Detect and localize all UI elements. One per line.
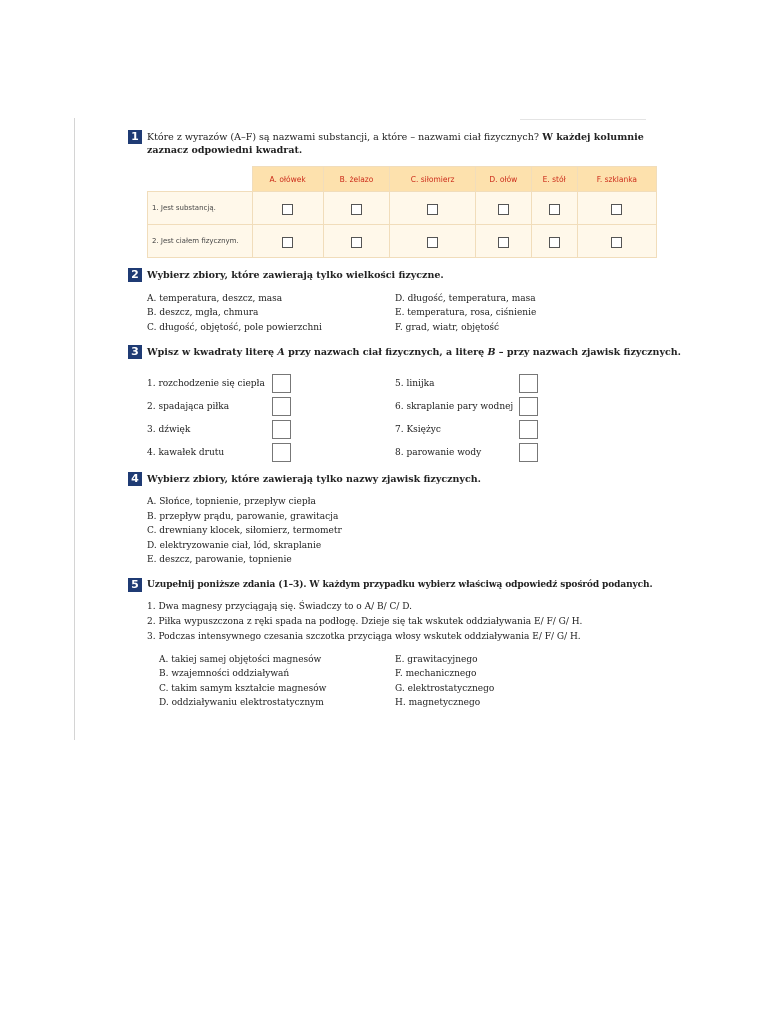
checkbox[interactable] xyxy=(611,237,622,248)
checkbox[interactable] xyxy=(427,237,438,248)
option: F. grad, wiatr, objętość xyxy=(395,323,500,333)
sentence: 1. Dwa magnesy przyciągają się. Świadczy to o A/ B/ C/ D. xyxy=(147,602,413,612)
question-3-text-b: przy nazwach ciał fizycznych, a literę xyxy=(284,347,488,358)
answer-box[interactable] xyxy=(272,374,291,393)
question-3-letter-b: B xyxy=(487,347,496,358)
option: C. drewniany klocek, siłomierz, termometr xyxy=(147,526,342,536)
answer-option: C. takim samym kształcie magnesów xyxy=(159,684,327,694)
question-3-number: 3 xyxy=(128,345,142,359)
table-header-row xyxy=(148,167,657,192)
answer-option: D. oddziaływaniu elektrostatycznym xyxy=(159,698,324,708)
option: A. Słońce, topnienie, przepływ ciepła xyxy=(147,497,316,507)
answer-box[interactable] xyxy=(519,397,538,416)
page-left-rule xyxy=(74,118,75,740)
list-item: 4. kawałek drutu xyxy=(147,448,225,458)
column-header: B. żelazo xyxy=(323,167,389,192)
list-item: 2. spadająca piłka xyxy=(147,402,230,412)
option: A. temperatura, deszcz, masa xyxy=(147,294,283,304)
answer-option: F. mechanicznego xyxy=(395,669,477,679)
answer-box[interactable] xyxy=(272,397,291,416)
sentence: 2. Piłka wypuszczona z ręki spada na podłogę. Dzieje się tak wskutek oddziaływania E/ F/ G/ H. xyxy=(147,617,583,627)
option: C. długość, objętość, pole powierzchni xyxy=(147,323,322,333)
answer-box[interactable] xyxy=(519,420,538,439)
question-5-number: 5 xyxy=(128,578,142,592)
checkbox[interactable] xyxy=(549,204,560,215)
option: D. długość, temperatura, masa xyxy=(395,294,536,304)
checkbox[interactable] xyxy=(351,237,362,248)
checkbox[interactable] xyxy=(351,204,362,215)
option: B. deszcz, mgła, chmura xyxy=(147,308,259,318)
table-row xyxy=(148,225,657,258)
page-top-rule xyxy=(520,119,646,120)
question-4-text-bold: Wybierz zbiory, które zawierają tylko nazwy zjawisk fizycznych. xyxy=(147,474,481,485)
question-3-text-c: – przy nazwach zjawisk fizycznych. xyxy=(495,347,681,358)
sentence: 3. Podczas intensywnego czesania szczotka przyciąga włosy wskutek oddziaływania E/ F/ G/ H. xyxy=(147,632,581,642)
question-2-text-bold: Wybierz zbiory, które zawierają tylko wielkości fizyczne. xyxy=(147,270,444,281)
answer-box[interactable] xyxy=(272,443,291,462)
answer-option: G. elektrostatycznego xyxy=(395,684,495,694)
answer-option: B. wzajemności oddziaływań xyxy=(159,669,290,679)
list-item: 3. dźwięk xyxy=(147,425,191,435)
question-5-text-bold: Uzupełnij poniższe zdania (1–3). W każdym przypadku wybierz właściwą odpowiedź spośród podanych. xyxy=(147,580,653,590)
option: D. elektryzowanie ciał, lód, skraplanie xyxy=(147,541,322,551)
question-4-text xyxy=(147,473,481,486)
question-5-text xyxy=(147,579,653,592)
column-header: E. stół xyxy=(531,167,577,192)
answer-box[interactable] xyxy=(519,374,538,393)
answer-box[interactable] xyxy=(519,443,538,462)
checkbox[interactable] xyxy=(282,204,293,215)
checkbox[interactable] xyxy=(427,204,438,215)
checkbox[interactable] xyxy=(282,237,293,248)
table-corner-cell xyxy=(148,167,253,192)
list-item: 1. rozchodzenie się ciepła xyxy=(147,379,265,389)
option: E. temperatura, rosa, ciśnienie xyxy=(395,308,537,318)
checkbox[interactable] xyxy=(498,237,509,248)
row-label: 2. Jest ciałem fizycznym. xyxy=(148,225,253,258)
column-header: C. siłomierz xyxy=(390,167,476,192)
question-1-number: 1 xyxy=(128,130,142,144)
question-2-text xyxy=(147,269,444,282)
question-3-letter-a: A xyxy=(277,347,285,358)
list-item: 7. Księżyc xyxy=(395,425,441,435)
question-2-number: 2 xyxy=(128,268,142,282)
column-header: D. ołów xyxy=(476,167,532,192)
question-1-table xyxy=(147,166,657,258)
list-item: 8. parowanie wody xyxy=(395,448,482,458)
question-1-text-bold: W każdej kolumnie zaznacz odpowiedni kwadrat. xyxy=(147,132,644,156)
question-1-text xyxy=(147,131,659,157)
column-header: A. ołówek xyxy=(252,167,323,192)
checkbox[interactable] xyxy=(611,204,622,215)
table-row xyxy=(148,192,657,225)
answer-option: H. magnetycznego xyxy=(395,698,481,708)
question-4-number: 4 xyxy=(128,472,142,486)
answer-option: A. takiej samej objętości magnesów xyxy=(159,655,322,665)
question-1-text-plain: Które z wyrazów (A–F) są nazwami substancji, a które – nazwami ciał fizycznych? xyxy=(147,132,539,143)
option: E. deszcz, parowanie, topnienie xyxy=(147,555,292,565)
answer-option: E. grawitacyjnego xyxy=(395,655,478,665)
option: B. przepływ prądu, parowanie, grawitacja xyxy=(147,512,339,522)
question-3-text-a: Wpisz w kwadraty literę xyxy=(147,347,278,358)
list-item: 6. skraplanie pary wodnej xyxy=(395,402,514,412)
column-header: F. szklanka xyxy=(577,167,656,192)
row-label: 1. Jest substancją. xyxy=(148,192,253,225)
checkbox[interactable] xyxy=(498,204,509,215)
question-3-text xyxy=(147,346,681,359)
answer-box[interactable] xyxy=(272,420,291,439)
list-item: 5. linijka xyxy=(395,379,435,389)
checkbox[interactable] xyxy=(549,237,560,248)
